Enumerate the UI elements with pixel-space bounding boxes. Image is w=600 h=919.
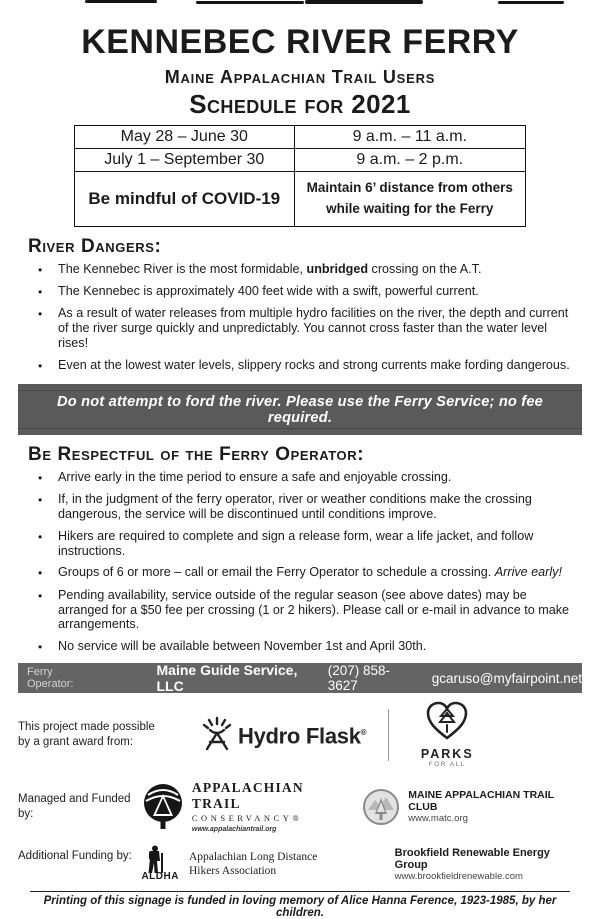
logo-divider — [388, 709, 389, 761]
warning-text: Do not attempt to ford the river. Please use the Ferry Service; no fee required. — [57, 393, 543, 426]
banner-rule — [18, 428, 582, 429]
list-item-text: No service will be available between November 1st and April 30th. — [58, 639, 427, 654]
bullet-icon: • — [38, 588, 43, 603]
bullet-icon: • — [38, 470, 43, 485]
list-item-text: As a result of water releases from multiple hydro facilities on the river, the depth and current of the river surge quickly and unpredictably. You cannot cross faster than the water level rises! — [58, 306, 569, 350]
managed-row — [18, 780, 582, 833]
list-item-text: Groups of 6 or more – call or email the Ferry Operator to schedule a crossing. Arrive early! — [58, 565, 562, 580]
parks-for-all-logo — [401, 701, 493, 768]
parks-label: PARKS — [420, 747, 474, 762]
atc-name-line2: CONSERVANCY® — [191, 813, 303, 824]
ferry-operator-bar — [18, 663, 582, 693]
list-item — [38, 306, 578, 351]
managed-label: Managed and Funded by: — [18, 792, 131, 820]
list-item-text: Hikers are required to complete and sign a release form, wear a life jacket, and follow instructions. — [58, 528, 534, 558]
covid-note: Be mindful of COVID-19 — [75, 172, 295, 227]
operator-label: Ferry Operator: — [27, 666, 74, 691]
list-item — [38, 358, 578, 373]
additional-funding-row — [18, 845, 582, 882]
bullet-icon: • — [38, 566, 43, 581]
table-row-covid — [75, 172, 526, 227]
table-row — [75, 126, 526, 149]
schedule-time: 9 a.m. – 11 a.m. — [294, 126, 525, 149]
list-item-text: Arrive early in the time period to ensure a safe and enjoyable crossing. — [58, 469, 452, 484]
bullet-icon: • — [38, 529, 43, 544]
aldha-logo — [141, 845, 368, 882]
list-item-text: Pending availability, service outside of the regular season (see above dates) may be arranged for a $50 fee per crossing (1 or 2 hikers). Please call or e-mail in advance to make arrangements. — [58, 587, 569, 632]
list-item-text: Even at the lowest water levels, slippery rocks and strong currents make fording dangerous. — [58, 357, 570, 372]
grant-label: This project made possible by a grant award from: — [18, 720, 155, 748]
list-item — [38, 565, 578, 580]
brookfield-name: Brookfield Renewable Energy Group — [394, 847, 550, 872]
operator-email: gcaruso@myfairpoint.net — [431, 670, 582, 686]
list-item — [38, 588, 578, 633]
aldha-name-line1: Appalachian Long Distance — [188, 850, 318, 863]
parks-sublabel: FOR ALL — [428, 761, 466, 769]
schedule-time: 9 a.m. – 2 p.m. — [294, 149, 525, 172]
list-item — [38, 639, 578, 654]
sponsors-section — [18, 701, 582, 882]
atc-emblem-icon — [140, 782, 186, 832]
atc-name-line1: APPALACHIAN TRAIL — [191, 780, 304, 812]
aldha-abbr: ALDHA — [141, 871, 179, 883]
table-row — [75, 149, 526, 172]
scan-artifact — [85, 0, 157, 3]
bullet-icon: • — [38, 493, 43, 508]
hydro-flask-icon — [200, 716, 234, 752]
scan-artifact — [196, 1, 304, 4]
brookfield-url: www.brookfieldrenewable.com — [394, 871, 523, 883]
brookfield-credit — [395, 845, 582, 882]
river-dangers-heading: River Dangers: — [28, 235, 162, 257]
hydro-flask-wordmark: Hydro Flask® — [238, 723, 367, 749]
bullet-icon: • — [38, 285, 43, 299]
atc-url: www.appalachiantrail.org — [191, 826, 277, 834]
list-item-text: If, in the judgment of the ferry operator, river or weather conditions make the crossing dangerous, the service will be discontinued until conditions improve. — [58, 492, 532, 521]
bullet-icon: • — [38, 307, 43, 322]
respect-list — [38, 470, 578, 654]
grant-row — [18, 701, 582, 768]
scan-artifact — [305, 0, 423, 4]
list-item — [38, 492, 578, 522]
covid-distance-note: Maintain 6’ distance from others while waiting for the Ferry — [294, 172, 525, 227]
list-item — [38, 262, 578, 277]
banner-rule — [18, 390, 582, 391]
matc-emblem-icon — [362, 788, 400, 826]
additional-funding-label: Additional Funding by: — [18, 850, 132, 863]
memorial-text: Printing of this signage is funded in loving memory of Alice Hanna Ference, 1923-1985, by her children. — [43, 895, 557, 919]
warning-banner — [18, 384, 582, 435]
list-item-text: The Kennebec River is the most formidable, unbridged crossing on the A.T. — [58, 261, 482, 276]
hydro-flask-logo — [200, 710, 366, 759]
bullet-icon: • — [38, 640, 43, 655]
matc-url: www.matc.org — [408, 813, 468, 825]
list-item-text: The Kennebec is approximately 400 feet wide with a swift, powerful current. — [58, 284, 479, 298]
bullet-icon: • — [38, 262, 43, 277]
aldha-name-line2: Hikers Association — [188, 865, 277, 877]
bullet-icon: • — [38, 358, 43, 373]
page-subtitle: Maine Appalachian Trail Users — [164, 67, 436, 87]
memorial-footer — [30, 891, 570, 919]
matc-name: MAINE APPALACHIAN TRAIL CLUB — [408, 789, 554, 814]
parks-heart-tree-icon — [425, 701, 469, 741]
operator-name: Maine Guide Service, LLC — [156, 662, 298, 695]
scan-artifact — [498, 1, 564, 4]
schedule-table — [74, 125, 526, 227]
list-item — [38, 470, 578, 485]
river-dangers-list — [38, 262, 578, 373]
list-item — [38, 284, 578, 299]
list-item — [38, 529, 578, 559]
operator-phone: (207) 858-3627 — [327, 663, 391, 694]
respect-heading: Be Respectful of the Ferry Operator: — [28, 443, 365, 465]
matc-logo — [362, 788, 582, 826]
page-title: KENNEBEC RIVER FERRY — [81, 23, 519, 61]
schedule-period: May 28 – June 30 — [75, 126, 295, 149]
schedule-period: July 1 – September 30 — [75, 149, 295, 172]
schedule-title: Schedule for 2021 — [189, 89, 411, 119]
atc-logo — [140, 780, 344, 833]
header — [0, 0, 600, 120]
